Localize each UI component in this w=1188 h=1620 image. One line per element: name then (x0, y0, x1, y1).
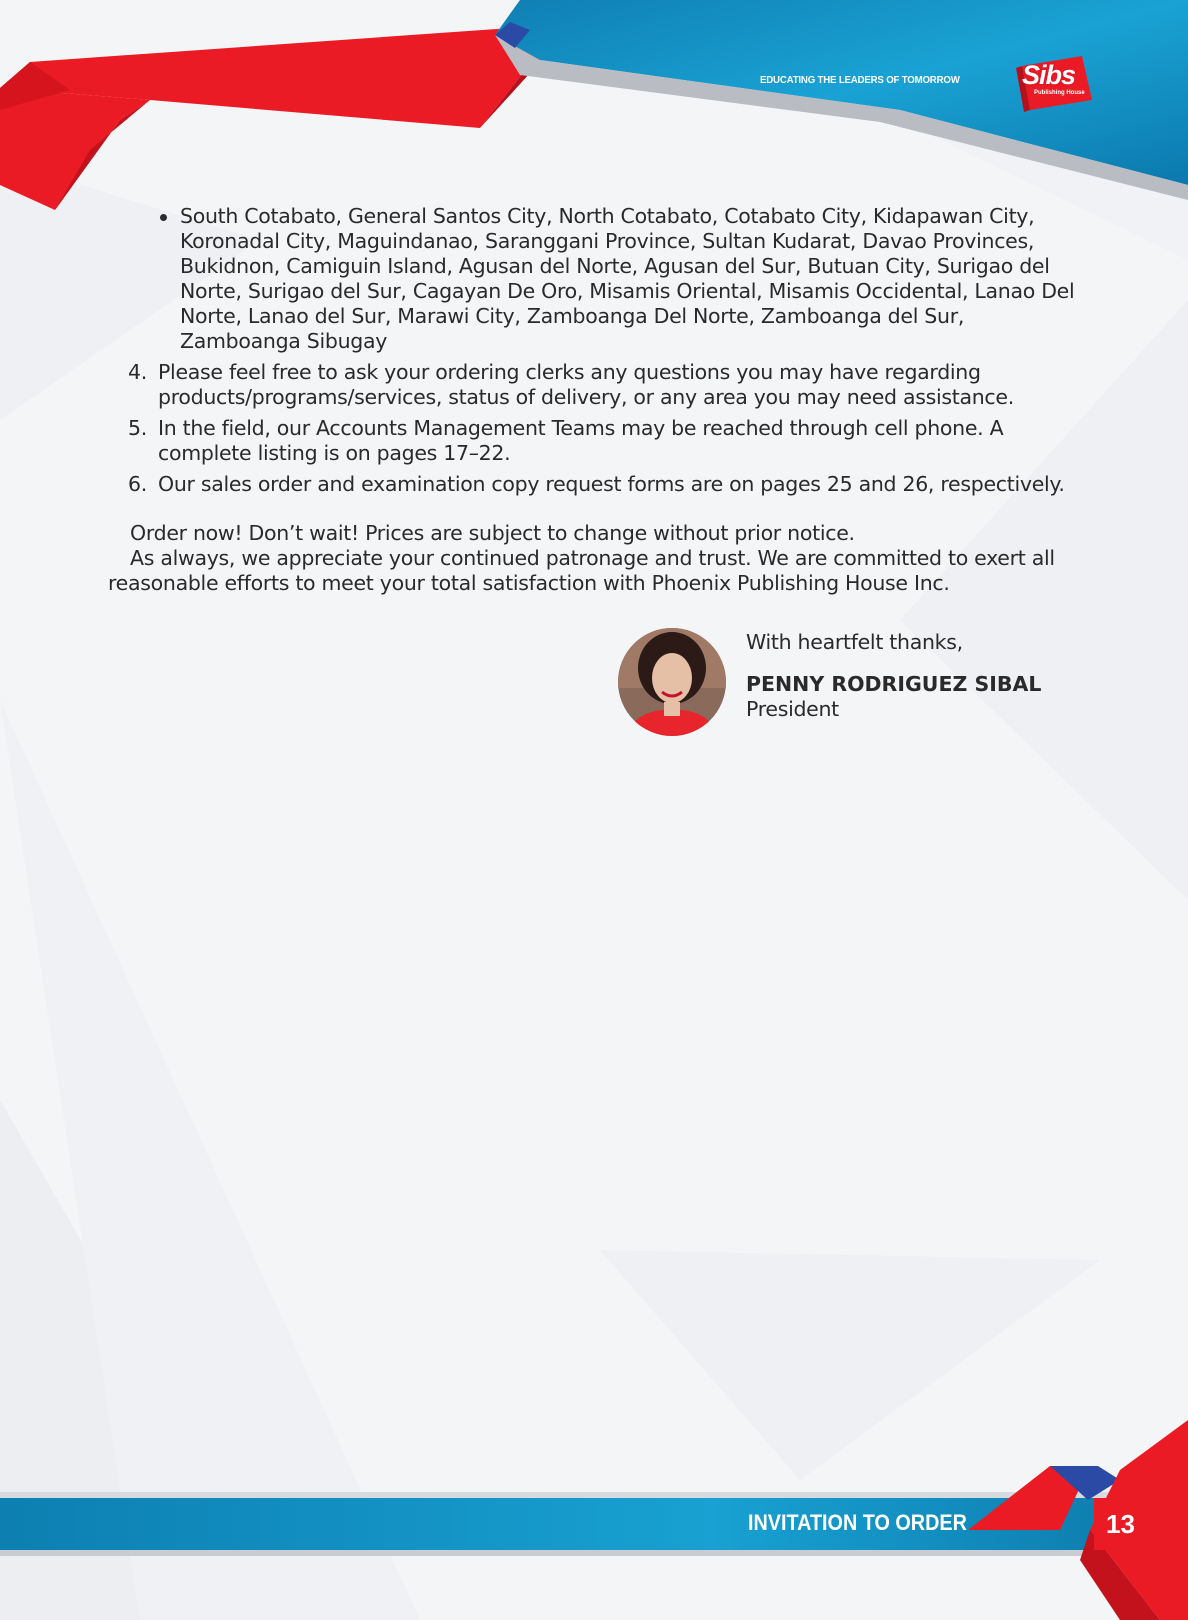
signature-block (618, 628, 1098, 748)
signatory-name: PENNY RODRIGUEZ SIBAL (746, 672, 1042, 696)
item-text: Our sales order and examination copy request forms are on pages 25 and 26, respectively. (158, 472, 1065, 496)
header-tagline: EDUCATING THE LEADERS OF TOMORROW (760, 74, 960, 86)
appreciation-paragraph: As always, we appreciate your continued patronage and trust. We are committed to exert all reasonable efforts to meet your total satisfaction with Phoenix Publishing House Inc. (108, 546, 1055, 595)
item-text: Please feel free to ask your ordering clerks any questions you may have regarding products/programs/services, status of delivery, or any area you may need assistance. (158, 360, 1014, 409)
numbered-item-6 (108, 472, 1088, 497)
item-text: In the field, our Accounts Management Teams may be reached through cell phone. A complete listing is on pages 17–22. (158, 416, 1004, 465)
logo-wordmark: Sibs (1022, 60, 1076, 90)
numbered-item-5 (108, 416, 1088, 466)
logo-subtitle: Publishing House (1034, 90, 1085, 96)
bullet-icon (160, 214, 167, 221)
signatory-title: President (746, 697, 839, 721)
region-list-item (108, 204, 1088, 354)
closing-salutation: With heartfelt thanks, (746, 630, 963, 654)
region-list-text: South Cotabato, General Santos City, North Cotabato, Cotabato City, Kidapawan City, Koronadal City, Maguindanao, Saranggani Province, Sultan Kudarat, Davao Provinces, Bukidnon, Camiguin Island, Agusan del Norte, Agusan del Sur, Butuan City, Surigao del Norte, Surigao del Sur, Cagayan De Oro, Misamis Oriental, Misamis Occidental, Lanao Del Norte, Lanao del Sur, Marawi City, Zamboanga Del Norte, Zamboanga del Sur, Zamboanga Sibugay (180, 204, 1075, 353)
sibs-logo (1016, 54, 1094, 106)
section-title: INVITATION TO ORDER (748, 1510, 967, 1535)
item-number: 5. (128, 416, 147, 440)
page-number: 13 (1106, 1509, 1135, 1539)
signature-text (746, 628, 1041, 722)
closing-paragraphs (108, 521, 1088, 596)
order-now-paragraph: Order now! Don’t wait! Prices are subject to change without prior notice. (130, 521, 855, 545)
letter-body (108, 204, 1088, 596)
president-photo (618, 628, 726, 736)
item-number: 6. (128, 472, 147, 496)
numbered-item-4 (108, 360, 1088, 410)
item-number: 4. (128, 360, 147, 384)
